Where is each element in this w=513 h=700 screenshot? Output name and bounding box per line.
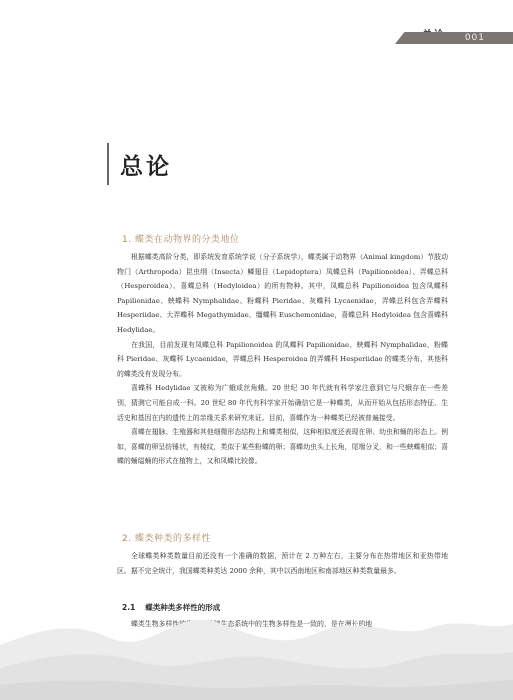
running-header <box>388 28 513 45</box>
paragraph: 根据蝶类高阶分类，即系统发育系统学说（分子系统学），蝶类属于动物界（Animal kingdom）节肢动物门（Arthropoda）昆虫纲（Insecta）鳞翅目（Lepidoptera）凤蝶总科（Papilionoidea）、弄蝶总科（Hesperoidea）、喜蝶总科（Hedyloidea）的所有物种。其中，凤蝶总科 Papilionoidea 包含凤蝶科 Papilionidae、蛱蝶科 Nymphalidae、粉蝶科 Pieridae、灰蝶科 Lycaenidae，弄蝶总科包含弄蝶科 Hesperiidae、大弄蝶科 Megathymidae、缰蝶科 Euschemonidae，喜蝶总科 Hedyloidea 包含喜蝶科 Hedylidae。 <box>117 253 448 334</box>
paragraph: 全球蝶类种类数量目前还没有一个准确的数据，预计在 2 万种左右，主要分布在热带地区和亚热带地区。据不完全统计，我国蝶类种类达 2000 余种，其中以西南地区和南部地区种类数量最多。 <box>117 552 448 575</box>
mountain-watermark <box>0 550 513 700</box>
paragraph: 蝶类生物多样性的形成和地球生态系统中的生物多样性是一致的，是在漫长的地 <box>131 620 373 628</box>
section-1-body <box>117 250 448 469</box>
chapter-heading <box>107 143 172 185</box>
chapter-title: 总论 <box>120 153 172 180</box>
subsection-title: 蝶类种类多样性的形成 <box>145 603 221 612</box>
header-page-tab <box>395 32 513 44</box>
chapter-rule <box>107 143 109 185</box>
page-number: 001 <box>464 33 485 43</box>
subsection-number: 2.1 <box>122 603 136 612</box>
section-1-heading: 1. 蝶类在动物界的分类地位 <box>122 235 240 245</box>
paragraph: 喜蝶在翅脉、生殖器和其他细微形态结构上和蝶类相似，这种相似度还表现在卵、幼虫和蛹的形态上。例如，喜蝶的卵呈纺锤状，有棱纹，类似于某些粉蝶的卵；喜蝶幼虫头上长角，尾端分叉，和一些蛱蝶相似；喜蝶的蛹缢蛹的形式在植物上，又和凤蝶比较像。 <box>117 428 448 466</box>
paragraph: 喜蝶科 Hedylidae 又被称为广蛾或丝角蛾。20 世纪 30 年代就有科学家注意到它与尺蛾存在一些差别，猜测它可能自成一科。20 世纪 80 年代有科学家开始确信它是一种蝶类，从而开始从包括形态特征、生活史和基因在内的遗传上的亲缘关系来研究来证。目前，喜蝶作为一种蝶类已经被普遍接受。 <box>117 384 448 422</box>
paragraph: 在我国，目前发现有凤蝶总科 Papilionoidea 的凤蝶科 Papilionidae、蛱蝶科 Nymphalidae、粉蝶科 Pieridae、灰蝶科 Lycaenidae，弄蝶总科 Hesperoidea 的弄蝶科 Hesperiidae 的蝶类分布，其他科的蝶类没有发现分布。 <box>117 340 448 378</box>
section-2-heading: 2. 蝶类种类的多样性 <box>122 534 211 544</box>
